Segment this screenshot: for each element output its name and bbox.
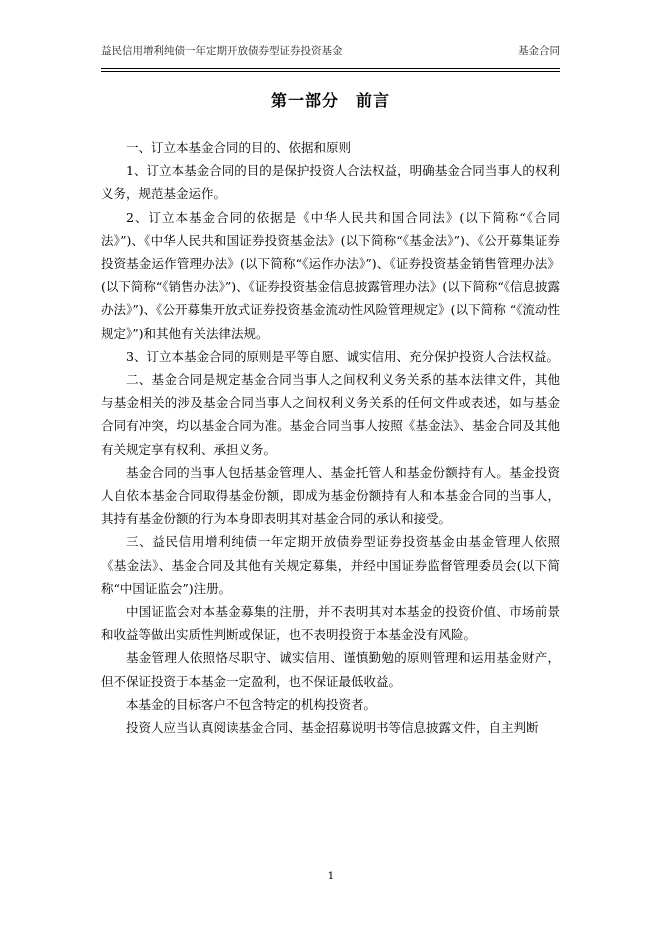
paragraph: 投资人应当认真阅读基金合同、基金招募说明书等信息披露文件，自主判断 xyxy=(126,720,539,736)
paragraph: 1、订立本基金合同的目的是保护投资人合法权益，明确基金合同当事人的权利义务，规范基金运作。 xyxy=(101,163,560,202)
header-rule-thick xyxy=(101,68,560,69)
paragraph: 3、订立本基金合同的原则是平等自愿、诚实信用、充分保护投资人合法权益。 xyxy=(126,348,559,364)
paragraph: 2、订立本基金合同的依据是《中华人民共和国合同法》(以下简称“《合同法》”)、《中华人民共和国证券投资基金法》(以下简称“《基金法》”)、《公开募集证券投资基金运作管理办法》(以下简称“《运作办法》”)、《证券投资基金销售管理办法》(以下简称“《销售办法》”)、《证券投资基金信息披露管理办法》(以下简称“《信息披露办法》”)、《公开募集开放式证券投资基金流动性风险管理规定》(以下简称 “《流动性规定》”)和其他有关法律法规。 xyxy=(101,209,560,341)
paragraph: 基金管理人依照恪尽职守、诚实信用、谨慎勤勉的原则管理和运用基金财产，但不保证投资于本基金一定盈利，也不保证最低收益。 xyxy=(101,650,560,689)
page-number: 1 xyxy=(327,870,335,882)
paragraph: 本基金的目标客户不包含特定的机构投资者。 xyxy=(126,696,377,712)
page-header xyxy=(101,44,560,64)
header-fund-name: 益民信用增利纯债一年定期开放债券型证券投资基金 xyxy=(101,45,343,57)
section-title: 第一部分 前言 xyxy=(270,91,390,110)
paragraph: 三、益民信用增利纯债一年定期开放债券型证券投资基金由基金管理人依照《基金法》、基金合同及其他有关规定募集，并经中国证券监督管理委员会(以下简称“中国证监会”)注册。 xyxy=(101,534,560,596)
header-rule-thin xyxy=(101,71,560,72)
paragraph-heading-1: 一、订立本基金合同的目的、依据和原则 xyxy=(126,140,352,155)
body-content xyxy=(101,136,560,739)
paragraph: 中国证监会对本基金募集的注册，并不表明其对本基金的投资价值、市场前景和收益等做出实质性判断或保证，也不表明投资于本基金没有风险。 xyxy=(101,604,560,643)
header-doc-type: 基金合同 xyxy=(518,45,560,57)
paragraph: 二、基金合同是规定基金合同当事人之间权利义务关系的基本法律文件，其他与基金相关的涉及基金合同当事人之间权利义务关系的任何文件或表述，如与基金合同有冲突，均以基金合同为准。基金合同当事人按照《基金法》、基金合同及其他有关规定享有权利、承担义务。 xyxy=(101,372,560,457)
paragraph: 基金合同的当事人包括基金管理人、基金托管人和基金份额持有人。基金投资人自依本基金合同取得基金份额，即成为基金份额持有人和本基金合同的当事人，其持有基金份额的行为本身即表明其对基金合同的承认和接受。 xyxy=(101,464,560,527)
